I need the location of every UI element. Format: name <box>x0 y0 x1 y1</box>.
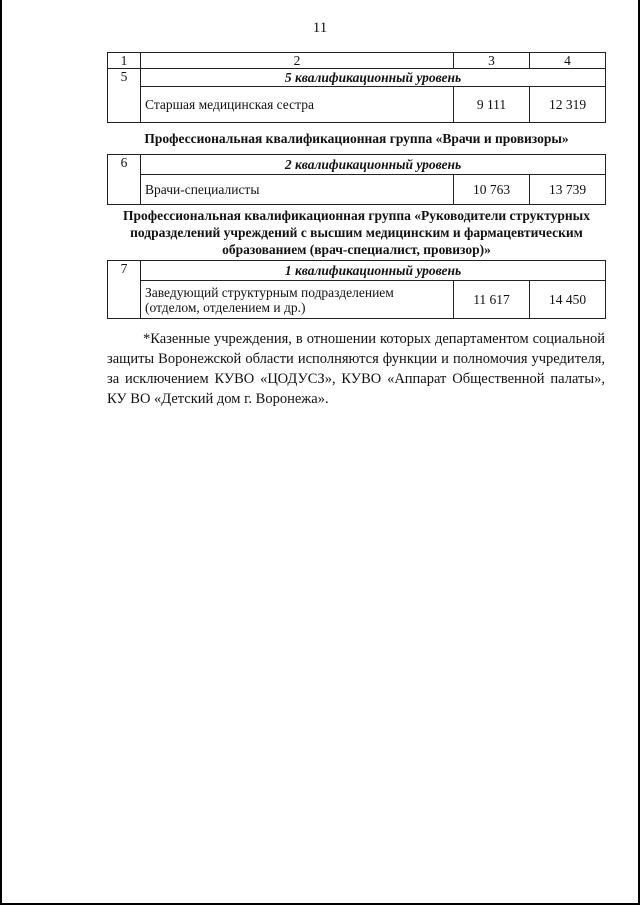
header-cell: 2 <box>141 53 454 69</box>
table-row <box>108 281 606 319</box>
table-header-row <box>108 53 606 69</box>
salary-value: 9 111 <box>454 87 530 123</box>
qualification-level: 5 квалификационный уровень <box>141 69 606 87</box>
row-number: 5 <box>108 69 141 123</box>
group-row <box>108 205 606 261</box>
level-row <box>108 261 606 281</box>
group-row <box>108 123 606 155</box>
qualification-group-title: Профессиональная квалификационная группа «Руководители структурных подразделений учреждений с высшим медицинским и фармацевтическим образованием (врач-специалист, провизор)» <box>108 205 606 261</box>
qualification-level: 2 квалификационный уровень <box>141 155 606 175</box>
salary-value: 12 319 <box>530 87 606 123</box>
qualification-group-title: Профессиональная квалификационная группа «Врачи и провизоры» <box>108 123 606 155</box>
row-number: 7 <box>108 261 141 319</box>
level-row <box>108 155 606 175</box>
page-number: 11 <box>312 20 328 36</box>
table-row <box>108 87 606 123</box>
salary-value: 14 450 <box>530 281 606 319</box>
scan-edge-left <box>0 0 2 905</box>
position-name: Врачи-специалисты <box>141 175 454 205</box>
row-number: 6 <box>108 155 141 205</box>
salary-value: 13 739 <box>530 175 606 205</box>
position-name: Заведующий структурным подразделением (отделом, отделением и др.) <box>141 281 454 319</box>
qualification-level: 1 квалификационный уровень <box>141 261 606 281</box>
header-cell: 4 <box>530 53 606 69</box>
salary-value: 11 617 <box>454 281 530 319</box>
level-row <box>108 69 606 87</box>
salary-value: 10 763 <box>454 175 530 205</box>
footnote: *Казенные учреждения, в отношении которых департаментом социальной защиты Воронежской области исполняются функции и полномочия учредителя, за исключением КУВО «ЦОДУСЗ», КУВО «Аппарат Общественной палаты», КУ ВО «Детский дом г. Воронежа». <box>107 331 605 407</box>
header-cell: 1 <box>108 53 141 69</box>
salary-table <box>107 52 606 319</box>
position-name: Старшая медицинская сестра <box>141 87 454 123</box>
table-row <box>108 175 606 205</box>
header-cell: 3 <box>454 53 530 69</box>
